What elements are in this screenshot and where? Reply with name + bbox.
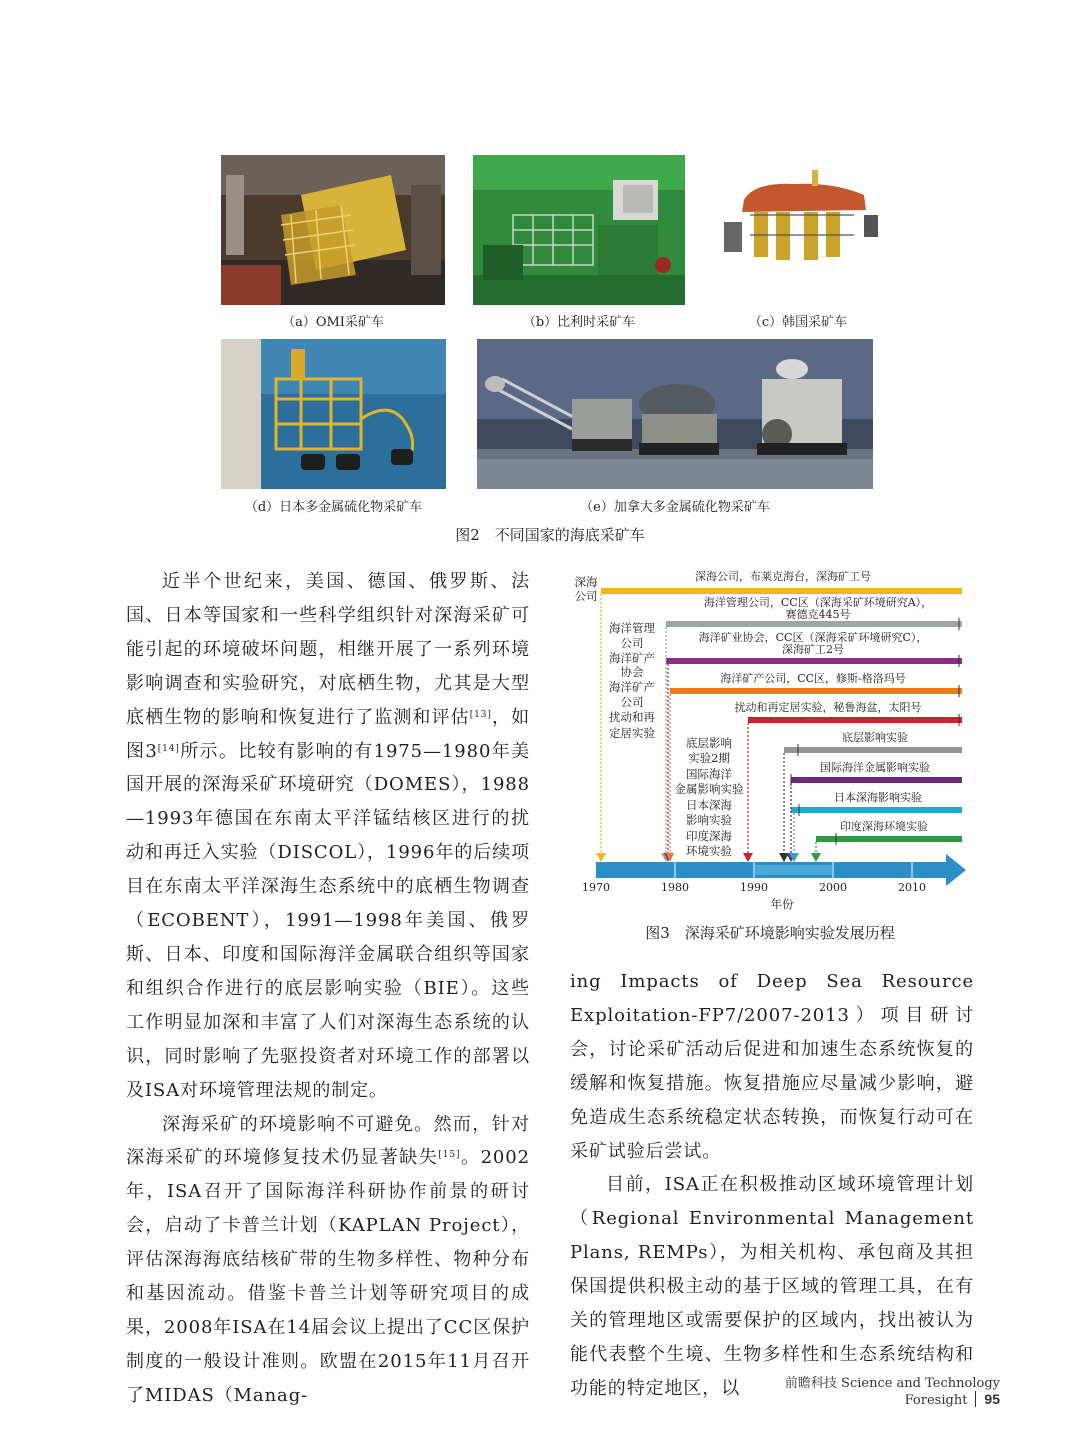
page-number: 95 bbox=[975, 1391, 1000, 1407]
bar-label-1: 深海公司，布莱克海台，深海矿工号 bbox=[695, 570, 871, 583]
citation-13: [13] bbox=[469, 709, 492, 720]
page-footer bbox=[700, 1372, 1000, 1408]
figure3-timeline-chart bbox=[568, 562, 972, 914]
mid-label-1: 实验2期 bbox=[688, 751, 730, 765]
timeline-bar-6 bbox=[784, 747, 962, 753]
left-label-9: 定居实验 bbox=[609, 726, 655, 740]
left-label-1: 公司 bbox=[574, 589, 598, 603]
left-label-3: 公司 bbox=[620, 636, 644, 650]
axis-year-1990: 1990 bbox=[740, 881, 768, 894]
timeline-bar-8 bbox=[791, 807, 962, 813]
axis-year-2010: 2010 bbox=[898, 881, 926, 894]
timeline-bar-1 bbox=[601, 588, 962, 594]
left-label-7: 公司 bbox=[620, 695, 644, 709]
bar-label-5: 扰动和再定居实验，秘鲁海盆，太阳号 bbox=[734, 701, 922, 714]
timeline-bar-9 bbox=[816, 836, 962, 842]
timeline-bar-3 bbox=[666, 658, 962, 664]
mid-label-4: 日本深海 bbox=[686, 798, 732, 812]
paragraph-remps: 目前，ISA正在积极推动区域环境管理计划（Regional Environmental Management Plans, REMPs），为相关机构、承包商及其担保国提供积极主动的基于区域的管理工具，在有关的管理地区或需要保护的区域内，找出被认为能代表整个生境、生物多样性和生态系统结构和功能的特定地区，以 bbox=[570, 1174, 974, 1399]
bar-label-3: 海洋矿业协会，CC区（深海采矿环境研究C）， bbox=[698, 631, 928, 644]
figure2-panel-b-label: （b）比利时采矿车 bbox=[522, 315, 636, 330]
photo-japan-sulfide-mining-vehicle bbox=[221, 339, 446, 489]
mid-label-0: 底层影响 bbox=[686, 736, 732, 750]
citation-15: [15] bbox=[438, 1150, 461, 1161]
timeline-bar-7 bbox=[791, 777, 962, 783]
figure2-panel-e-label: （e）加拿大多金属硫化物采矿车 bbox=[580, 500, 770, 515]
bar-label-2b: 赛德克445号 bbox=[785, 608, 851, 621]
bar-label-9: 印度深海环境实验 bbox=[840, 820, 928, 833]
citation-14: [14] bbox=[157, 743, 180, 754]
mid-label-5: 影响实验 bbox=[686, 813, 732, 827]
mid-label-7: 环境实验 bbox=[686, 844, 732, 858]
journal-name: 前瞻科技 Science and Technology Foresight bbox=[784, 1376, 1000, 1408]
left-label-8: 扰动和再 bbox=[609, 710, 655, 724]
timeline-bar-4 bbox=[670, 688, 962, 694]
bar-label-7: 国际海洋金属影响实验 bbox=[820, 761, 930, 774]
left-column bbox=[126, 565, 530, 1413]
figure3-caption: 图3 深海采矿环境影响实验发展历程 bbox=[645, 924, 895, 942]
left-label-6: 海洋矿产 bbox=[609, 680, 655, 694]
photo-korea-mining-vehicle bbox=[714, 160, 882, 272]
left-label-2: 海洋管理 bbox=[609, 621, 655, 635]
bar-label-6: 底层影响实验 bbox=[842, 731, 908, 744]
figure2-panel-a-label: （a）OMI采矿车 bbox=[282, 315, 384, 330]
mid-label-6: 印度深海 bbox=[686, 829, 732, 843]
bar-label-8: 日本深海影响实验 bbox=[834, 791, 922, 804]
axis-year-2000: 2000 bbox=[819, 881, 847, 894]
axis-label: 年份 bbox=[770, 897, 794, 911]
photo-belgium-mining-vehicle bbox=[473, 155, 685, 305]
photo-omi-mining-vehicle bbox=[221, 155, 445, 305]
left-label-0: 深海 bbox=[574, 575, 598, 589]
left-label-4: 海洋矿产 bbox=[609, 651, 655, 665]
mid-label-2: 国际海洋 bbox=[686, 767, 732, 781]
timeline-bar-2 bbox=[666, 621, 962, 627]
bar-label-4: 海洋矿产公司，CC区，修斯-格洛玛号 bbox=[720, 672, 906, 685]
axis-year-1980: 1980 bbox=[661, 881, 689, 894]
figure2-caption: 图2 不同国家的海底采矿车 bbox=[455, 526, 645, 544]
paragraph-history: 近半个世纪来，美国、德国、俄罗斯、法国、日本等国家和一些科学组织针对深海采矿可能引起的环境破坏问题，相继开展了一系列环境影响调查和实验研究，对底栖生物，尤其是大型底栖生物的影响和恢复进行了监测和评估[13]，如图3[14]所示。比较有影响的有1975—1980年美国开展的深海采矿环境研究（DOMES），1988—1993年德国在东南太平洋锰结核区进行的扰动和再迁入实验（DISCOL），1996年的后续项目在东南太平洋深海生态系统中的底栖生物调查（ECOBENT），1991—1998年美国、俄罗斯、日本、印度和国际海洋金属联合组织等国家和组织合作进行的底层影响实验（BIE）。这些工作明显加深和丰富了人们对深海生态系统的认识，同时影响了先驱投资者对环境工作的部署以及ISA对环境管理法规的制定。 bbox=[126, 571, 530, 1101]
photo-canada-sulfide-mining-vehicle bbox=[477, 339, 873, 489]
mid-label-3: 金属影响实验 bbox=[674, 782, 744, 796]
figure2-panel-c-label: （c）韩国采矿车 bbox=[748, 315, 848, 330]
bar-label-3b: 深海矿工2号 bbox=[782, 643, 844, 656]
paragraph-restoration: 深海采矿的环境影响不可避免。然而，针对深海采矿的环境修复技术仍显著缺失[15]。2002年，ISA召开了国际海洋科研协作前景的研讨会，启动了卡普兰计划（KAPLAN Project），评估深海海底结核矿带的生物多样性、物种分布和基因流动。借鉴卡普兰计划等研究项目的成果，2008年ISA在14届会议上提出了CC区保护制度的一般设计准则。欧盟在2015年11月召开了MIDAS（Manag- bbox=[126, 1113, 530, 1406]
axis-year-1970: 1970 bbox=[582, 881, 610, 894]
left-label-5: 协会 bbox=[620, 665, 644, 679]
timeline-bar-5 bbox=[748, 717, 962, 723]
right-column bbox=[570, 965, 974, 1406]
bar-label-2: 海洋管理公司，CC区（深海采矿环境研究A）， bbox=[703, 596, 933, 609]
figure2-panel-d-label: （d）日本多金属硫化物采矿车 bbox=[244, 500, 423, 515]
paragraph-midas-continued: ing Impacts of Deep Sea Resource Exploitation-FP7/2007-2013）项目研讨会，讨论采矿活动后促进和加速生态系统恢复的缓解和恢复措施。恢复措施应尽量减少影响，避免造成生态系统稳定状态转换，而恢复行动可在采矿试验后尝试。 bbox=[570, 971, 974, 1162]
